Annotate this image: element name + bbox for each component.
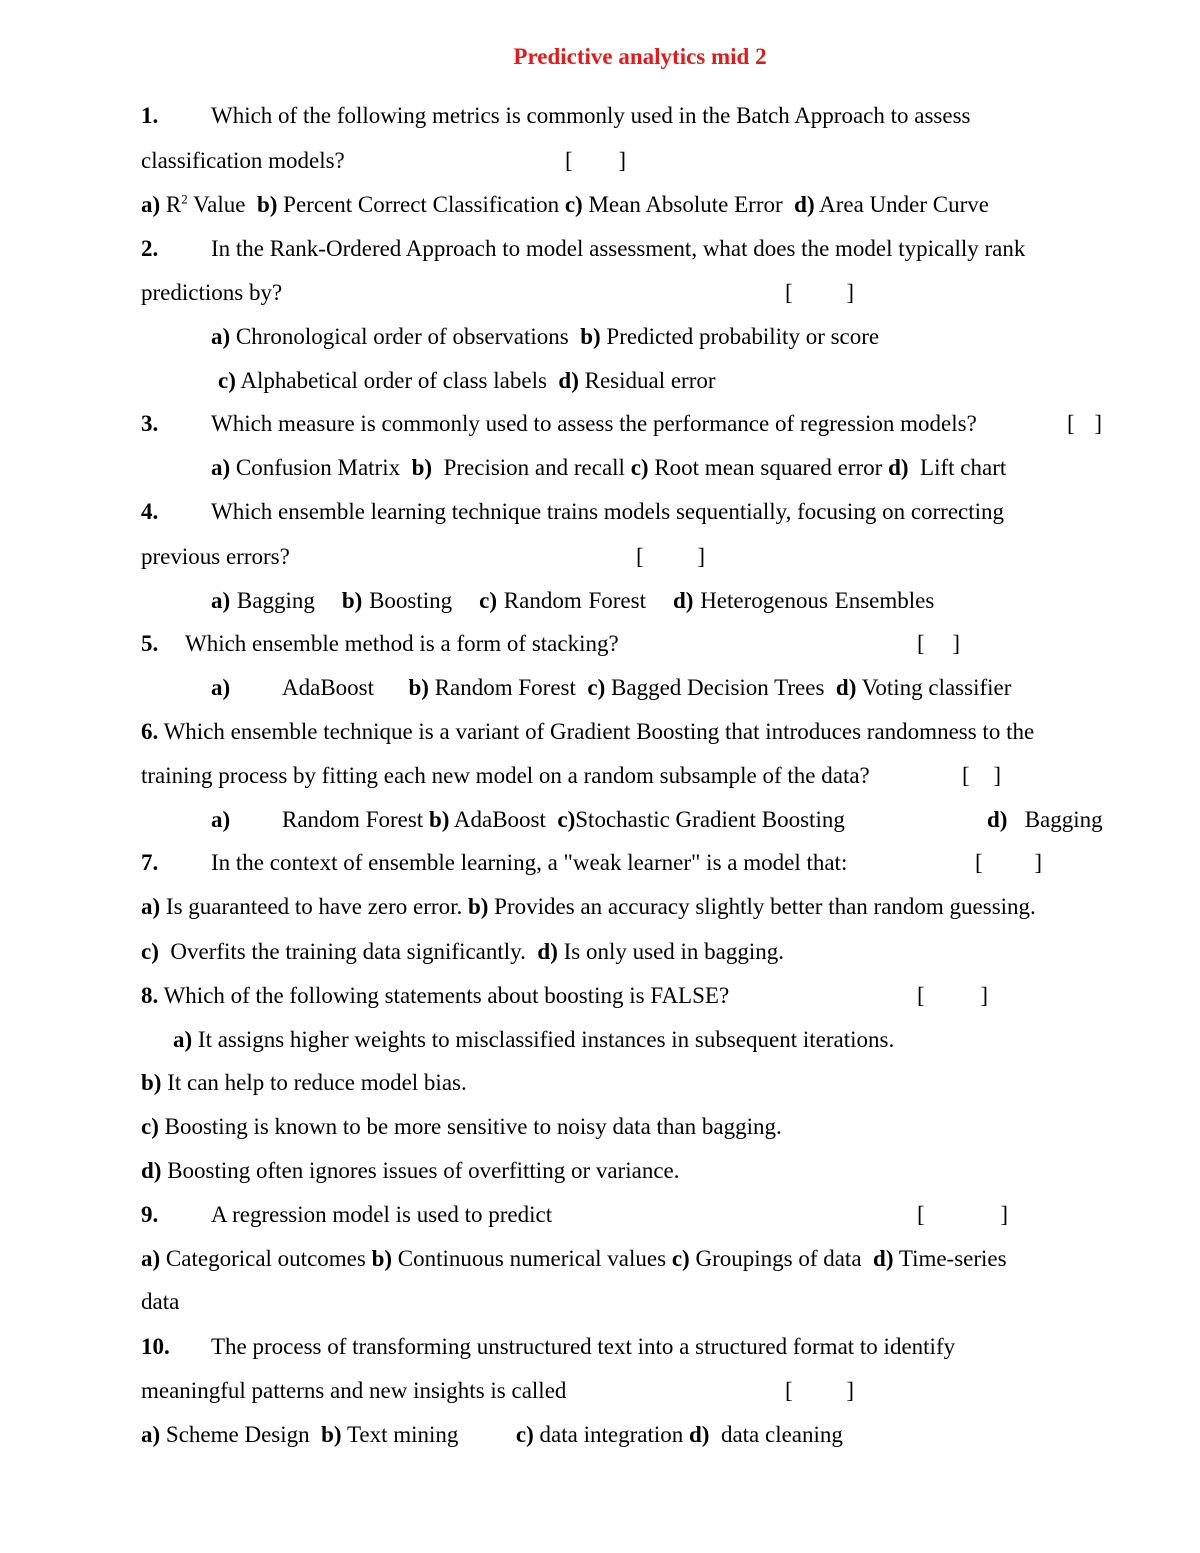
question-7-number: 7. (141, 850, 159, 875)
question-3-number: 3. (141, 411, 159, 436)
question-1-text: Which of the following metrics is commonly used in the Batch Approach to assess (211, 103, 971, 128)
question-10-number: 10. (141, 1334, 170, 1359)
question-9-options: a) Categorical outcomes b) Continuous numerical values c) Groupings of data d) Time-series (141, 1246, 1007, 1271)
question-7-options-cd: c) Overfits the training data significantly. d) Is only used in bagging. (141, 939, 785, 964)
question-4-number: 4. (141, 499, 159, 524)
question-8-text: 8. Which of the following statements about boosting is FALSE? (141, 983, 730, 1008)
question-6-options: Random Forest b) AdaBoost c)Stochastic Gradient Boosting (282, 807, 845, 832)
question-2-text-cont: predictions by? (141, 280, 283, 305)
question-3-options: a) Confusion Matrix b) Precision and recall c) Root mean squared error d) Lift chart (211, 455, 1007, 480)
question-5-options: AdaBoost b) Random Forest c) Bagged Decision Trees d) Voting classifier (282, 675, 1012, 700)
question-2-options-cd: c) Alphabetical order of class labels d) Residual error (218, 368, 716, 393)
question-4-options: a) Bagging b) Boosting c) Random Forest d) Heterogenous Ensembles (211, 588, 935, 613)
question-3-text: Which measure is commonly used to assess the performance of regression models? (211, 411, 977, 436)
question-8-answer-bracket[interactable]: [ ] (917, 983, 989, 1008)
question-7-answer-bracket[interactable]: [ ] (975, 850, 1043, 875)
question-8-option-c: c) Boosting is known to be more sensitive to noisy data than bagging. (141, 1114, 782, 1139)
question-5-answer-bracket[interactable]: [ ] (917, 631, 961, 656)
question-1-text-cont: classification models? (141, 148, 345, 173)
question-1-number: 1. (141, 103, 159, 128)
question-1-options: a) $R^2$ Value b) Percent Correct Classification c) Mean Absolute Error d) Area Under Curve (141, 191, 989, 217)
question-10-answer-bracket[interactable]: [ ] (785, 1378, 855, 1403)
question-10-options: a) Scheme Design b) Text mining c) data integration d) data cleaning (141, 1422, 843, 1447)
question-5-text: Which ensemble method is a form of stacking? (185, 631, 619, 656)
question-7-text: In the context of ensemble learning, a "weak learner" is a model that: (211, 850, 848, 875)
question-2-number: 2. (141, 236, 159, 261)
question-5-option-a-label: a) (211, 675, 231, 700)
question-8-option-d: d) Boosting often ignores issues of overfitting or variance. (141, 1158, 680, 1183)
question-4-text-cont: previous errors? (141, 544, 290, 569)
question-9-text: A regression model is used to predict (211, 1202, 553, 1227)
question-9-option-d-cont: data (141, 1289, 180, 1314)
question-10-text-cont: meaningful patterns and new insights is called (141, 1378, 567, 1403)
question-8-option-b: b) It can help to reduce model bias. (141, 1070, 467, 1095)
question-4-answer-bracket[interactable]: [ ] (636, 544, 706, 569)
question-1-answer-bracket[interactable]: [ ] (565, 148, 627, 173)
question-2-text: In the Rank-Ordered Approach to model assessment, what does the model typically rank (211, 236, 1026, 261)
question-6-option-d: d) Bagging (987, 807, 1103, 832)
question-3-answer-bracket[interactable]: [ ] (1067, 411, 1103, 436)
page-title: Predictive analytics mid 2 (513, 44, 767, 69)
question-8-option-a: a) It assigns higher weights to misclassified instances in subsequent iterations. (173, 1027, 895, 1052)
question-6-answer-bracket[interactable]: [ ] (962, 763, 1002, 788)
question-4-text: Which ensemble learning technique trains models sequentially, focusing on correcting (211, 499, 1005, 524)
question-9-number: 9. (141, 1202, 159, 1227)
question-2-options-ab: a) Chronological order of observations b) Predicted probability or score (211, 324, 880, 349)
question-5-number: 5. (141, 631, 159, 656)
question-2-answer-bracket[interactable]: [ ] (785, 280, 855, 305)
question-7-options-ab: a) Is guaranteed to have zero error. b) Provides an accuracy slightly better than random guessing. (141, 894, 1036, 919)
question-6-option-a-label: a) (211, 807, 231, 832)
question-10-text: The process of transforming unstructured text into a structured format to identify (211, 1334, 956, 1359)
question-6-text: 6. Which ensemble technique is a variant of Gradient Boosting that introduces randomness to the (141, 719, 1035, 744)
question-6-text-cont: training process by fitting each new model on a random subsample of the data? (141, 763, 870, 788)
question-9-answer-bracket[interactable]: [ ] (917, 1202, 1009, 1227)
